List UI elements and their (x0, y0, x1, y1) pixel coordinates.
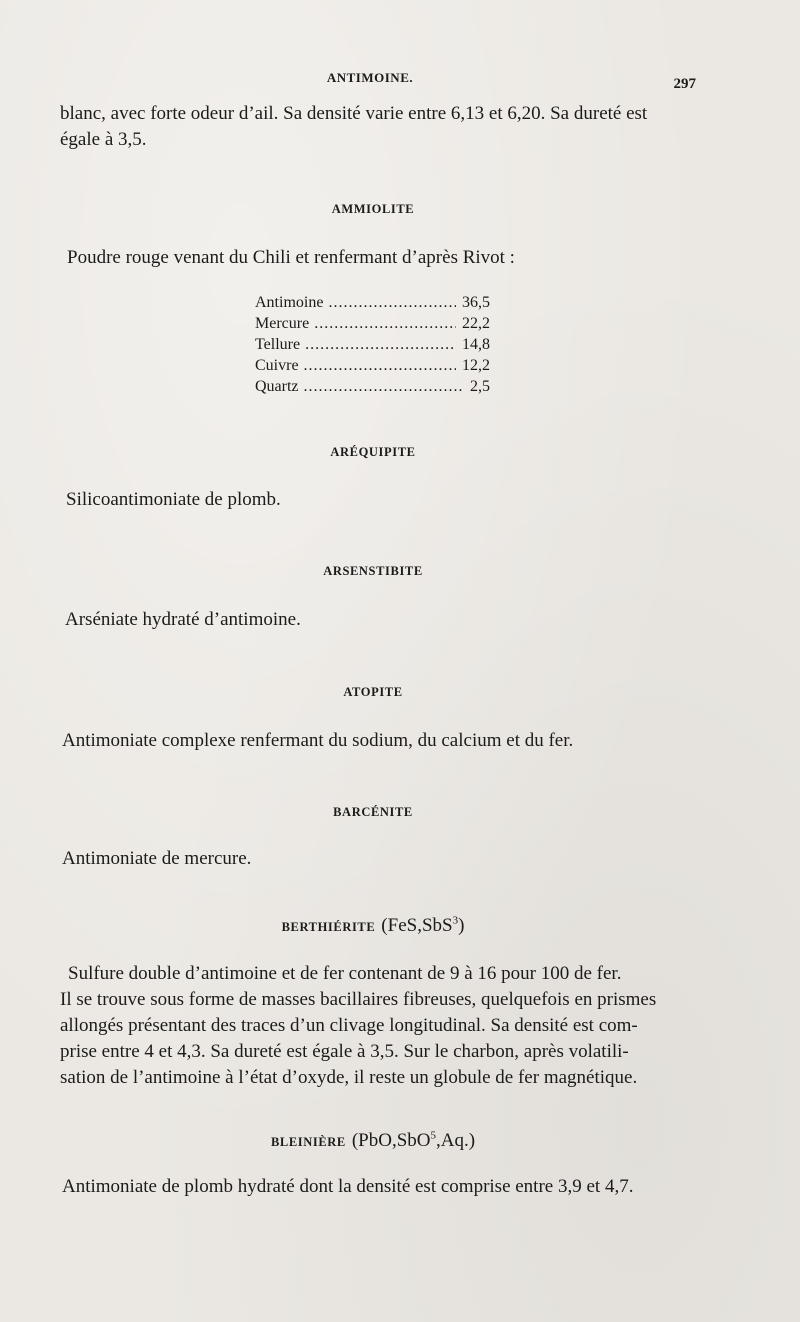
heading-atopite: ATOPITE (343, 685, 403, 699)
composition-value: 36,5 (462, 294, 490, 311)
arsenstibite-text: Arséniate hydraté d’antimoine. (65, 609, 301, 630)
intro-paragraph (60, 101, 696, 153)
heading-barcenite: BARCÉNITE (333, 805, 413, 819)
composition-row (255, 334, 490, 355)
composition-row (255, 355, 490, 376)
berthierite-formula-end: ) (458, 915, 465, 936)
bleiniere-formula: (PbO,SbO (351, 1130, 431, 1151)
composition-label: Cuivre ..... (255, 355, 456, 376)
composition-value: 12,2 (462, 357, 490, 374)
page-number: 297 (673, 76, 696, 92)
heading-bleiniere (0, 1130, 746, 1152)
berthierite-formula: (FeS,SbS (381, 915, 453, 936)
running-title: ANTIMOINE. (326, 70, 414, 85)
berthierite-line: allongés présentant des traces d’un clivage longitudinal. Sa densité est com- (60, 1015, 638, 1036)
composition-label: Mercure ..... (255, 313, 456, 334)
intro-line-2: égale à 3,5. (60, 129, 147, 150)
berthierite-formula-exponent: 3 (452, 914, 459, 927)
intro-line-1: blanc, avec forte odeur d’ail. Sa densité varie entre 6,13 et 6,20. Sa dureté est (60, 103, 648, 124)
arequipite-text: Silicoantimoniate de plomb. (66, 489, 281, 510)
composition-row (255, 376, 490, 397)
berthierite-line: prise entre 4 et 4,3. Sa dureté est égale à 3,5. Sur le charbon, après volatili- (60, 1041, 629, 1062)
composition-value: 22,2 (462, 315, 490, 332)
running-head (0, 70, 800, 94)
composition-row (255, 313, 490, 334)
composition-label: Quartz ..... (255, 376, 464, 397)
composition-value: 14,8 (462, 336, 490, 353)
bleiniere-name: BLEINIÈRE (270, 1135, 346, 1149)
berthierite-name: BERTHIÉRITE (281, 920, 376, 934)
composition-row (255, 292, 490, 313)
berthierite-line: Il se trouve sous forme de masses bacillaires fibreuses, quelquefois en prismes (60, 989, 657, 1010)
bleiniere-text: Antimoniate de plomb hydraté dont la densité est comprise entre 3,9 et 4,7. (62, 1176, 634, 1197)
bleiniere-formula-exponent: 5 (430, 1129, 436, 1142)
berthierite-paragraph (60, 961, 698, 1091)
barcenite-text: Antimoniate de mercure. (62, 848, 252, 869)
heading-arsenstibite: ARSENSTIBITE (323, 564, 423, 578)
ammiolite-composition-table (255, 292, 490, 397)
berthierite-line: Sulfure double d’antimoine et de fer contenant de 9 à 16 pour 100 de fer. (68, 963, 622, 984)
composition-label: Antimoine ..... (255, 292, 456, 313)
heading-arequipite: ARÉQUIPITE (330, 445, 416, 459)
composition-value: 2,5 (470, 378, 490, 395)
heading-berthierite (0, 915, 746, 937)
ammiolite-text: Poudre rouge venant du Chili et renfermant d’après Rivot : (67, 247, 515, 268)
composition-label: Tellure ..... (255, 334, 456, 355)
heading-ammiolite: AMMIOLITE (331, 202, 415, 216)
bleiniere-formula-end: ,Aq.) (435, 1130, 476, 1151)
berthierite-line: sation de l’antimoine à l’état d’oxyde, il reste un globule de fer magnétique. (60, 1067, 638, 1088)
atopite-text: Antimoniate complexe renfermant du sodium, du calcium et du fer. (62, 730, 574, 751)
